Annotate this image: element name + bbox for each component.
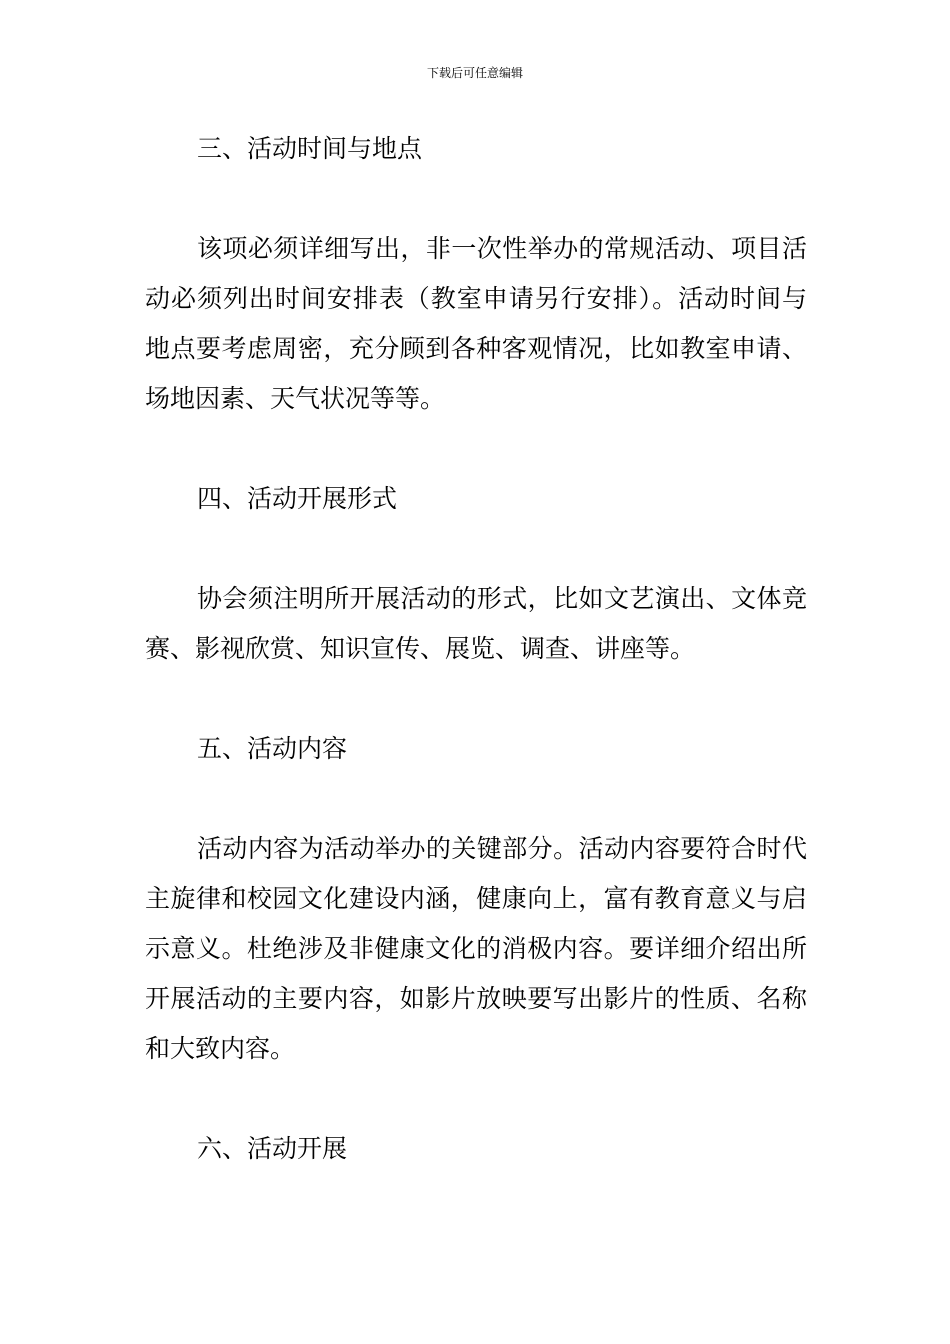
spacer [145, 524, 807, 574]
section-heading-activity-content: 五、活动内容 [197, 734, 348, 763]
spacer [145, 1074, 807, 1124]
section-paragraph-activity-form: 协会须注明所开展活动的形式，比如文艺演出、文体竞赛、影视欣赏、知识宣传、展览、调查、讲座等。 [145, 584, 807, 663]
section-heading-time-location: 三、活动时间与地点 [197, 134, 423, 163]
document-body [145, 124, 807, 1174]
section-heading-activity-development: 六、活动开展 [197, 1134, 348, 1163]
spacer [145, 674, 807, 724]
spacer [145, 774, 807, 824]
section-paragraph-activity-content: 活动内容为活动举办的关键部分。活动内容要符合时代主旋律和校园文化建设内涵，健康向上，富有教育意义与启示意义。杜绝涉及非健康文化的消极内容。要详细介绍出所开展活动的主要内容，如影片放映要写出影片的性质、名称和大致内容。 [145, 834, 807, 1063]
spacer [145, 174, 807, 224]
page-header: 下载后可任意编辑 [426, 66, 523, 80]
spacer [145, 424, 807, 474]
section-heading-activity-form: 四、活动开展形式 [197, 484, 398, 513]
section-paragraph-time-location: 该项必须详细写出，非一次性举办的常规活动、项目活动必须列出时间安排表（教室申请另行安排）。活动时间与地点要考虑周密，充分顾到各种客观情况，比如教室申请、场地因素、天气状况等等。 [145, 234, 807, 413]
